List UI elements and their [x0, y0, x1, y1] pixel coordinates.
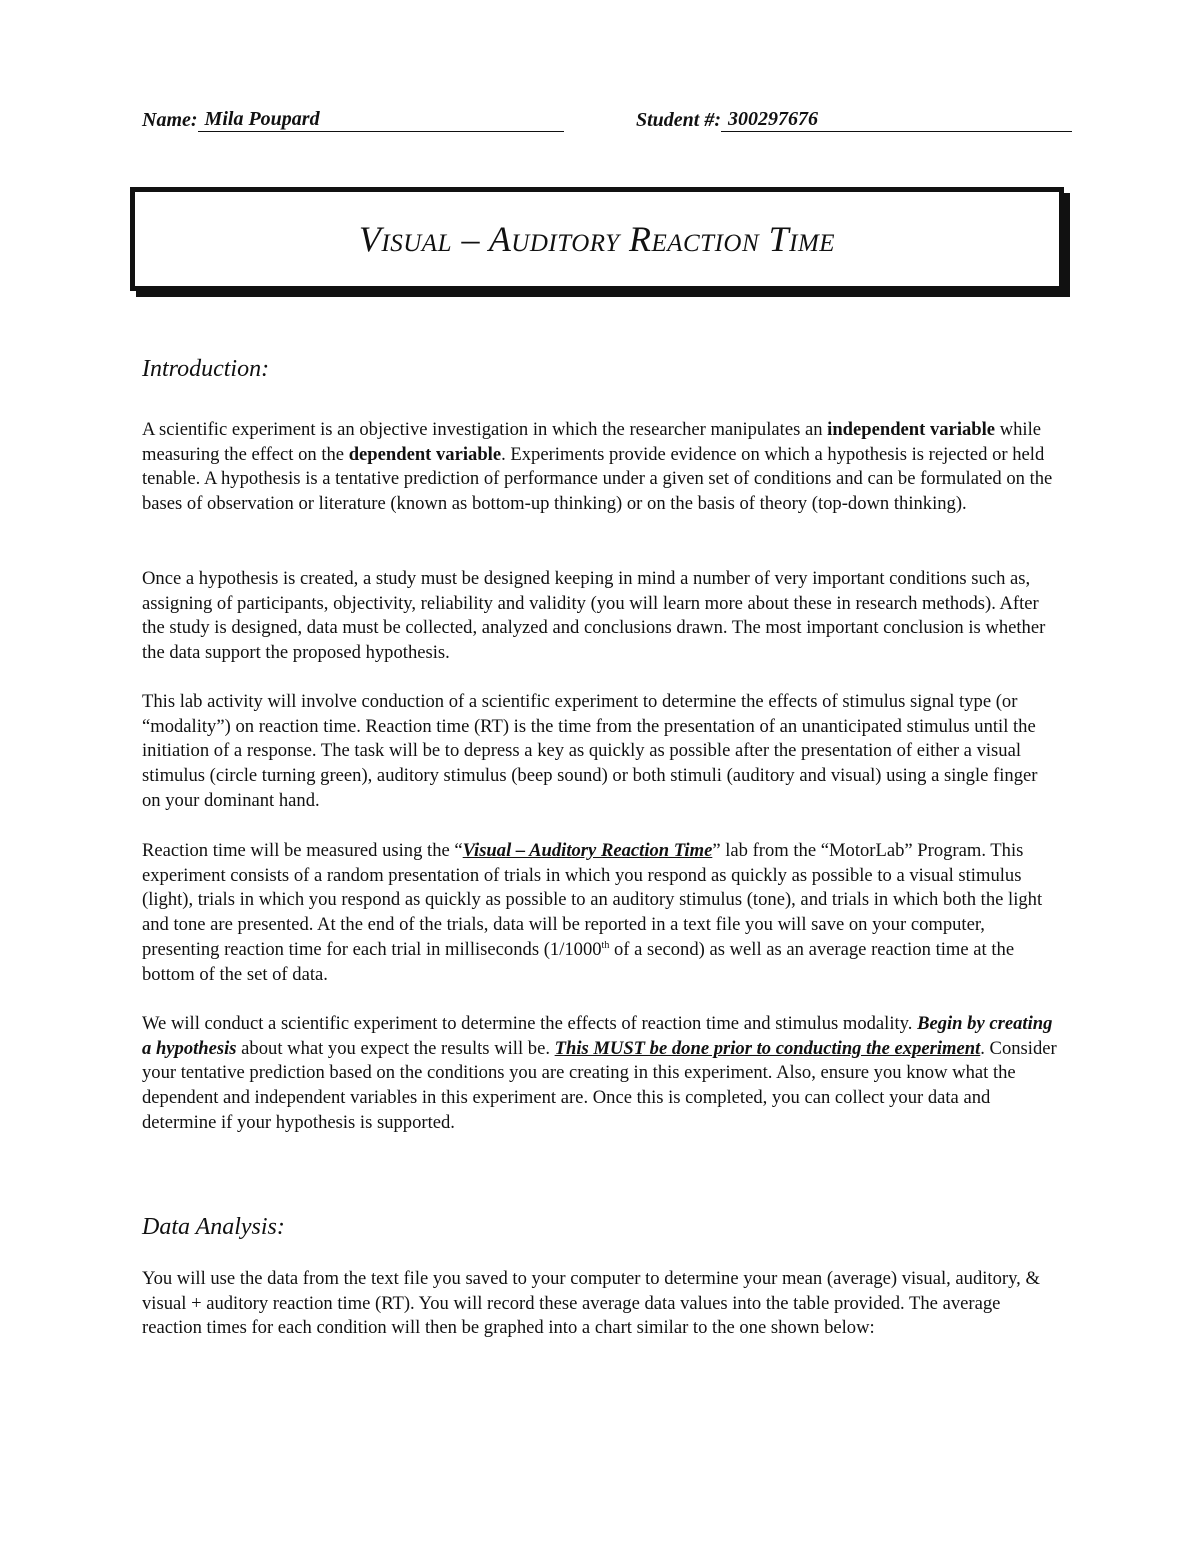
- intro-paragraph-4: [142, 839, 1057, 987]
- intro-paragraph-5: [142, 1012, 1057, 1136]
- term-independent-variable: independent variable: [827, 419, 996, 440]
- intro-paragraph-1: [142, 418, 1057, 517]
- data-analysis-heading: Data Analysis:: [142, 1214, 285, 1240]
- text-run: of a second) as well as an average reaction time at the bottom of the set of data.: [142, 938, 1015, 985]
- intro-paragraph-2: Once a hypothesis is created, a study must be designed keeping in mind a number of very important conditions such as, assigning of participants, objectivity, reliability and validity (you will learn more about these in research methods). After the study is designed, data must be collected, analyzed and conclusions drawn. The most important conclusion is whether the data support the proposed hypothesis.: [142, 568, 1046, 664]
- document-title: Visual – Auditory Reaction Time: [358, 219, 836, 259]
- text-run: . Consider your tentative prediction based on the conditions you are creating in this experiment. Also, ensure you know what the dependent and independent variables in this experiment are. Once this is completed, you can collect your data and determine if your hypothesis is supported.: [142, 1037, 1057, 1133]
- text-run: about what you expect the results will be.: [236, 1037, 555, 1059]
- lab-name: Visual – Auditory Reaction Time: [462, 840, 713, 861]
- text-run: . Experiments provide evidence on which a hypothesis is rejected or held tenable. A hypothesis is a tentative prediction of performance under a given set of conditions and can be formulated on the bases of observation or literature (known as bottom-up thinking) or on the basis of theory (top-down thinking).: [142, 443, 1053, 515]
- text-run: A scientific experiment is an objective investigation in which the researcher manipulates an: [142, 419, 828, 440]
- term-dependent-variable: dependent variable: [348, 443, 502, 465]
- introduction-heading: Introduction:: [142, 356, 270, 382]
- name-label: Name:: [142, 109, 198, 131]
- name-field: [142, 108, 564, 132]
- emphasis-create-hypothesis: Begin by creating a hypothesis: [142, 1013, 1053, 1059]
- student-number-value: 300297676: [721, 108, 1072, 132]
- emphasis-must-be-done: This MUST be done prior to conducting the experiment: [554, 1037, 981, 1059]
- intro-paragraph-3: This lab activity will involve conduction of a scientific experiment to determine the effects of stimulus signal type (or “modality”) on reaction time. Reaction time (RT) is the time from the presentation of an unanticipated stimulus until the initiation of a response. The task will be to depress a key as quickly as possible after the presentation of either a visual stimulus (circle turning green), auditory stimulus (beep sound) or both stimuli (auditory and visual) using a single finger on your dominant hand.: [142, 691, 1038, 811]
- student-number-field: [636, 108, 1072, 132]
- student-number-label: Student #:: [636, 109, 722, 131]
- superscript: th: [601, 939, 610, 951]
- text-run: ” lab from the “MotorLab” Program. This experiment consists of a random presentation of trials in which you respond as quickly as possible to a visual stimulus (light), trials in which you respond as quickly as possible to an auditory stimulus (tone), and trials in which both the light and tone are presented. At the end of the trials, data will be reported in a text file you will save on your computer, presenting reaction time for each trial in milliseconds (1/1000: [142, 840, 1043, 960]
- name-value: Mila Poupard: [198, 108, 564, 132]
- header-line: [142, 108, 1072, 134]
- data-analysis-paragraph: You will use the data from the text file you saved to your computer to determine your mean (average) visual, auditory, & visual + auditory reaction time (RT). You will record these average data values into the table provided. The average reaction times for each condition will then be graphed into a chart similar to the one shown below:: [142, 1268, 1040, 1339]
- text-run: Reaction time will be measured using the “: [142, 840, 463, 861]
- text-run: while measuring the effect on the: [142, 419, 1042, 465]
- text-run: We will conduct a scientific experiment to determine the effects of reaction time and stimulus modality.: [142, 1013, 918, 1034]
- title-box: [130, 187, 1064, 291]
